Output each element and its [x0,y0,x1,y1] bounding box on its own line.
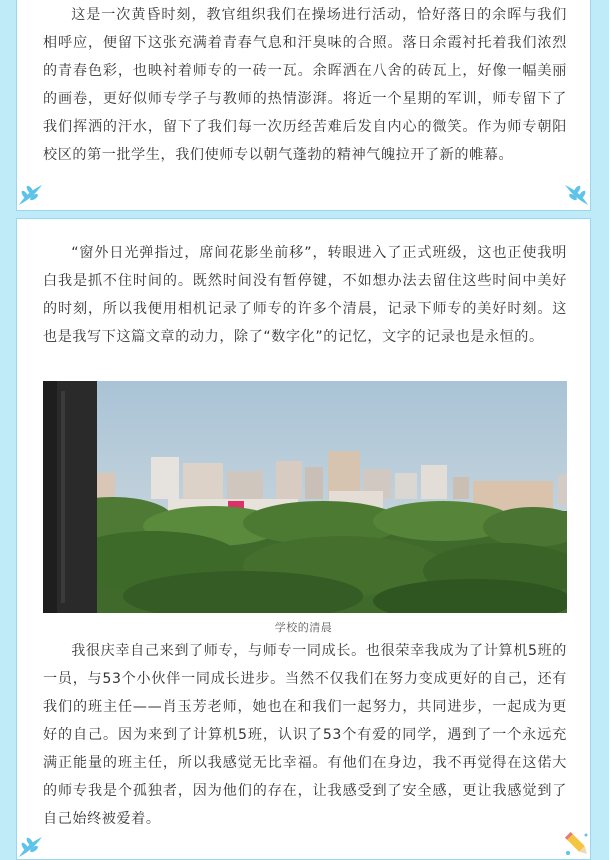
leaf-decoration-icon [16,181,46,207]
paragraph-time-memory: “窗外日光弹指过，席间花影坐前移”，转眼进入了正式班级，这也正使我明白我是抓不住时间的。既然时间没有暂停键，不如想办法去留住这些时间中美好的时刻，所以我便用相机记录了师专的许多个清晨，记录下师专的美好时刻。这也是我写下这篇文章的动力，除了“数字化”的记忆，文字的记录也是永恒的。 [43,245,567,345]
paragraph-class-five: 我很庆幸自己来到了师专，与师专一同成长。也很荣幸我成为了计算机5班的一员，与53个小伙伴一同成长进步。当然不仅我们在努力变成更好的自己，还有我们的班主任——肖玉芳老师，她也在和我们一起努力，共同进步，一起成为更好的自己。因为来到了计算机5班，认识了53个有爱的同学，遇到了一个永远充满正能量的班主任，所以我感觉无比幸福。有他们在身边，我不再觉得在这偌大的师专我是个孤独者，因为他们的存在，让我感受到了安全感，更让我感觉到了自己始终被爱着。 [43,643,567,827]
campus-morning-photo [43,381,567,613]
text-card-2 [16,218,591,860]
pencil-icon [562,829,592,859]
paragraph-sunset-photo: 这是一次黄昏时刻，教官组织我们在操场进行活动，恰好落日的余晖与我们相呼应，便留下这张充满着青春气息和汗臭味的合照。落日余霞衬托着我们浓烈的青春色彩，也映衬着师专的一砖一瓦。余晖洒在八舍的砖瓦上，好像一幅美丽的画卷，更好似师专学子与教师的热情澎湃。将近一个星期的军训，师专留下了我们挥洒的汗水，留下了我们每一次历经苦难后发自内心的微笑。作为师专朝阳校区的第一批学生，我们使师专以朝气蓬勃的精神气魄拉开了新的帷幕。 [43,7,567,163]
photo-caption: 学校的清晨 [274,621,333,634]
leaf-decoration-icon [16,833,46,859]
text-card-1 [16,0,591,211]
leaf-decoration-icon [561,181,591,207]
